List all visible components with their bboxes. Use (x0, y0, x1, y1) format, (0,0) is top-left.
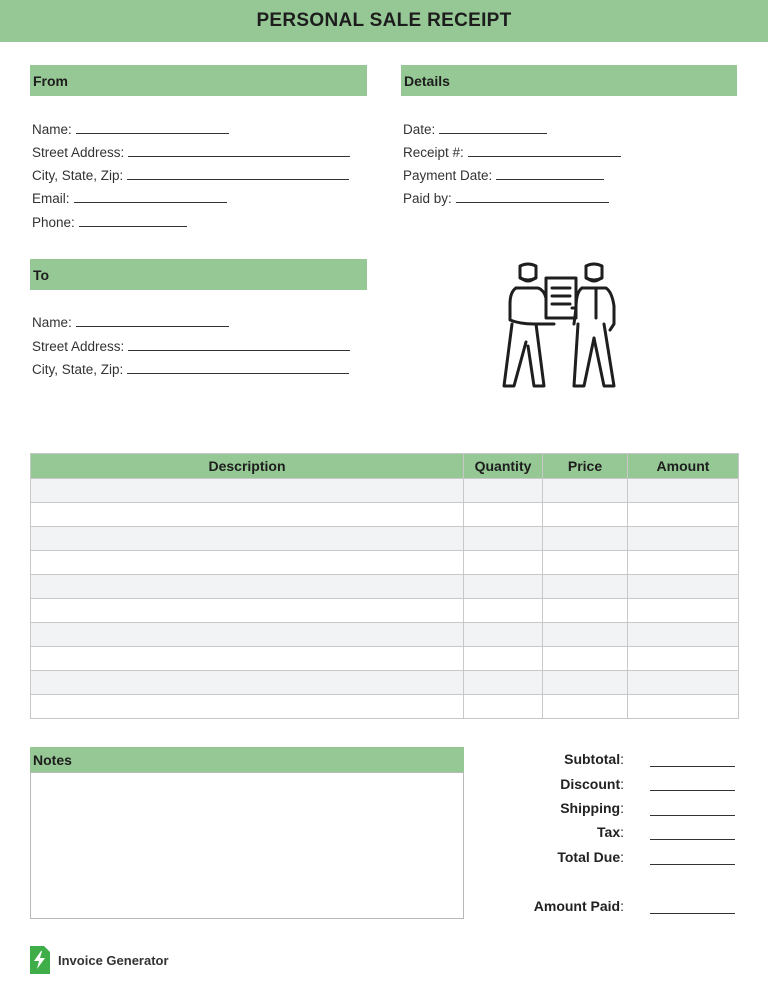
to-heading (30, 259, 367, 290)
total-due-label (557, 849, 624, 865)
table-row (31, 503, 739, 527)
cell-price[interactable] (543, 623, 628, 647)
subtotal-colon: : (620, 751, 624, 767)
cell-amount[interactable] (628, 551, 739, 575)
to-name-line[interactable] (76, 325, 229, 327)
cell-amount[interactable] (628, 599, 739, 623)
to-street-line[interactable] (128, 349, 350, 351)
total-due-colon: : (620, 849, 624, 865)
cell-description[interactable] (31, 551, 464, 575)
tax-text: Tax (597, 824, 621, 840)
subtotal-text: Subtotal (564, 751, 621, 767)
notes-heading-label: Notes (33, 751, 72, 768)
details-receipt-line[interactable] (468, 155, 621, 157)
to-name-field[interactable] (32, 315, 229, 330)
subtotal-label (564, 751, 624, 767)
lightning-bolt-icon (30, 946, 50, 974)
discount-text: Discount (560, 776, 621, 792)
cell-quantity[interactable] (464, 575, 543, 599)
amount-paid-line[interactable] (650, 913, 735, 914)
cell-quantity[interactable] (464, 479, 543, 503)
details-receipt-field[interactable] (403, 145, 621, 160)
table-row (31, 551, 739, 575)
total-due-text: Total Due (557, 849, 621, 865)
title-bar (0, 0, 768, 42)
details-date-line[interactable] (439, 132, 547, 134)
cell-quantity[interactable] (464, 551, 543, 575)
cell-price[interactable] (543, 479, 628, 503)
from-street-line[interactable] (128, 155, 350, 157)
brand-name: Invoice Generator (58, 952, 169, 968)
subtotal-line[interactable] (650, 766, 735, 767)
from-heading-label: From (33, 72, 68, 89)
cell-price[interactable] (543, 575, 628, 599)
cell-amount[interactable] (628, 575, 739, 599)
total-due-line[interactable] (650, 864, 735, 865)
from-email-line[interactable] (74, 201, 227, 203)
cell-description[interactable] (31, 671, 464, 695)
footer (30, 946, 169, 974)
amount-paid-text: Amount Paid (533, 898, 621, 914)
details-date-field[interactable] (403, 122, 547, 137)
cell-amount[interactable] (628, 623, 739, 647)
cell-description[interactable] (31, 503, 464, 527)
shipping-line[interactable] (650, 815, 735, 816)
items-table (30, 453, 739, 719)
people-handing-document-icon (500, 258, 624, 394)
shipping-text: Shipping (560, 800, 621, 816)
cell-quantity[interactable] (464, 623, 543, 647)
table-row (31, 647, 739, 671)
to-heading-label: To (33, 266, 50, 283)
from-phone-label: Phone: (32, 215, 75, 230)
shipping-label (560, 800, 624, 816)
from-phone-field[interactable] (32, 215, 187, 230)
cell-description[interactable] (31, 575, 464, 599)
from-city-label: City, State, Zip: (32, 168, 124, 183)
cell-price[interactable] (543, 647, 628, 671)
cell-price[interactable] (543, 695, 628, 719)
from-name-field[interactable] (32, 122, 229, 137)
table-row (31, 623, 739, 647)
page-title: PERSONAL SALE RECEIPT (256, 10, 512, 31)
cell-description[interactable] (31, 479, 464, 503)
cell-quantity[interactable] (464, 527, 543, 551)
table-row (31, 599, 739, 623)
col-quantity: Quantity (464, 454, 543, 479)
notes-heading (30, 747, 464, 772)
cell-description[interactable] (31, 695, 464, 719)
tax-label (597, 824, 624, 840)
cell-quantity[interactable] (464, 695, 543, 719)
cell-price[interactable] (543, 671, 628, 695)
cell-amount[interactable] (628, 479, 739, 503)
to-street-label: Street Address: (32, 339, 125, 354)
discount-colon: : (620, 776, 624, 792)
cell-price[interactable] (543, 503, 628, 527)
from-email-label: Email: (32, 191, 70, 206)
tax-line[interactable] (650, 839, 735, 840)
cell-quantity[interactable] (464, 599, 543, 623)
cell-price[interactable] (543, 551, 628, 575)
to-name-label: Name: (32, 315, 72, 330)
details-payment-date-label: Payment Date: (403, 168, 493, 183)
table-row (31, 479, 739, 503)
discount-label (560, 776, 624, 792)
from-name-line[interactable] (76, 132, 229, 134)
details-payment-date-field[interactable] (403, 168, 604, 183)
cell-amount[interactable] (628, 671, 739, 695)
from-phone-line[interactable] (79, 225, 187, 227)
details-heading (401, 65, 737, 96)
cell-description[interactable] (31, 599, 464, 623)
tax-colon: : (620, 824, 624, 840)
from-email-field[interactable] (32, 191, 227, 206)
cell-amount[interactable] (628, 695, 739, 719)
from-heading (30, 65, 367, 96)
table-row (31, 671, 739, 695)
notes-textarea[interactable] (30, 772, 464, 919)
details-receipt-label: Receipt #: (403, 145, 464, 160)
cell-amount[interactable] (628, 527, 739, 551)
from-street-field[interactable] (32, 145, 350, 160)
details-paid-by-field[interactable] (403, 191, 609, 206)
col-description: Description (31, 454, 464, 479)
cell-price[interactable] (543, 599, 628, 623)
cell-quantity[interactable] (464, 647, 543, 671)
from-street-label: Street Address: (32, 145, 125, 160)
cell-quantity[interactable] (464, 671, 543, 695)
details-date-label: Date: (403, 122, 436, 137)
col-amount: Amount (628, 454, 739, 479)
table-row (31, 695, 739, 719)
to-city-label: City, State, Zip: (32, 362, 124, 377)
to-city-field[interactable] (32, 362, 349, 377)
details-paid-by-label: Paid by: (403, 191, 452, 206)
details-heading-label: Details (404, 72, 450, 89)
cell-amount[interactable] (628, 503, 739, 527)
details-payment-date-line[interactable] (496, 178, 604, 180)
col-price: Price (543, 454, 628, 479)
cell-quantity[interactable] (464, 503, 543, 527)
from-name-label: Name: (32, 122, 72, 137)
cell-description[interactable] (31, 647, 464, 671)
from-city-field[interactable] (32, 168, 349, 183)
details-paid-by-line[interactable] (456, 201, 609, 203)
from-city-line[interactable] (127, 178, 349, 180)
table-row (31, 575, 739, 599)
to-city-line[interactable] (127, 372, 349, 374)
table-row (31, 527, 739, 551)
cell-price[interactable] (543, 527, 628, 551)
shipping-colon: : (620, 800, 624, 816)
amount-paid-label (534, 898, 624, 914)
items-header-row (31, 454, 739, 479)
amount-paid-colon: : (620, 898, 624, 914)
discount-line[interactable] (650, 790, 735, 791)
to-street-field[interactable] (32, 339, 350, 354)
cell-amount[interactable] (628, 647, 739, 671)
cell-description[interactable] (31, 527, 464, 551)
cell-description[interactable] (31, 623, 464, 647)
